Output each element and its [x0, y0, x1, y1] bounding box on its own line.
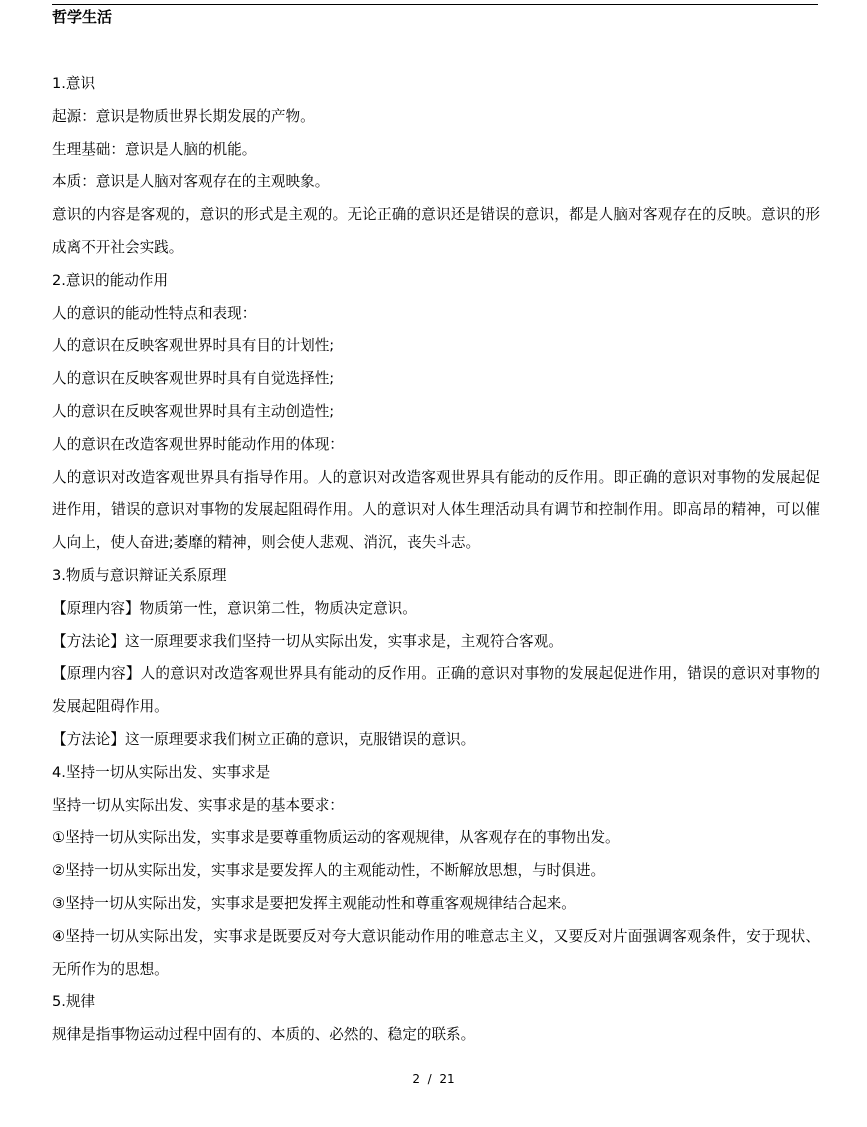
paragraph: 人的意识在改造客观世界时能动作用的体现：	[52, 435, 344, 453]
paragraph: 【方法论】这一原理要求我们树立正确的意识，克服错误的意识。	[52, 730, 476, 748]
paragraph: 人的意识的能动性特点和表现：	[52, 304, 257, 322]
paragraph: 本质：意识是人脑对客观存在的主观映象。	[52, 173, 330, 191]
paragraph: ①坚持一切从实际出发，实事求是要尊重物质运动的客观规律，从客观存在的事物出发。	[52, 829, 620, 847]
paragraph: 【原理内容】物质第一性，意识第二性，物质决定意识。	[52, 599, 417, 617]
paragraph: 坚持一切从实际出发、实事求是的基本要求：	[52, 796, 344, 814]
paragraph: 意识的内容是客观的，意识的形式是主观的。无论正确的意识还是错误的意识，都是人脑对客观存在的反映。意识的形成离不开社会实践。	[52, 206, 820, 256]
paragraph: 3.物质与意识辩证关系原理	[52, 566, 227, 584]
paragraph: 2.意识的能动作用	[52, 271, 169, 289]
paragraph: 1.意识	[52, 75, 96, 92]
paragraph: 生理基础：意识是人脑的机能。	[52, 140, 257, 158]
paragraph: 规律是指事物运动过程中固有的、本质的、必然的、稳定的联系。	[52, 1026, 476, 1044]
paragraph: 【方法论】这一原理要求我们坚持一切从实际出发，实事求是，主观符合客观。	[52, 632, 563, 650]
page-number: 2 / 21	[412, 1072, 455, 1086]
paragraph: ④坚持一切从实际出发，实事求是既要反对夸大意识能动作用的唯意志主义，又要反对片面强调客观条件，安于现状、无所作为的思想。	[52, 927, 820, 978]
paragraph: ③坚持一切从实际出发，实事求是要把发挥主观能动性和尊重客观规律结合起来。	[52, 894, 576, 912]
paragraph: 人的意识在反映客观世界时具有主动创造性;	[52, 402, 335, 420]
paragraph: 人的意识在反映客观世界时具有目的计划性;	[52, 337, 335, 355]
document-body	[52, 68, 820, 1052]
paragraph: 人的意识对改造客观世界具有指导作用。人的意识对改造客观世界具有能动的反作用。即正确的意识对事物的发展起促进作用，错误的意识对事物的发展起阻碍作用。人的意识对人体生理活动具有调节和控制作用。即高昂的精神，可以催人向上，使人奋进;萎靡的精神，则会使人悲观、消沉，丧失斗志。	[52, 468, 820, 552]
paragraph: ②坚持一切从实际出发，实事求是要发挥人的主观能动性，不断解放思想，与时俱进。	[52, 862, 606, 880]
paragraph: 5.规律	[52, 993, 96, 1011]
paragraph: 起源：意识是物质世界长期发展的产物。	[52, 107, 315, 125]
header-rule	[52, 4, 818, 5]
paragraph: 【原理内容】人的意识对改造客观世界具有能动的反作用。正确的意识对事物的发展起促进作用，错误的意识对事物的发展起阻碍作用。	[52, 665, 820, 716]
document-header-title: 哲学生活	[52, 8, 113, 26]
paragraph: 4.坚持一切从实际出发、实事求是	[52, 763, 271, 781]
paragraph: 人的意识在反映客观世界时具有自觉选择性;	[52, 370, 335, 388]
